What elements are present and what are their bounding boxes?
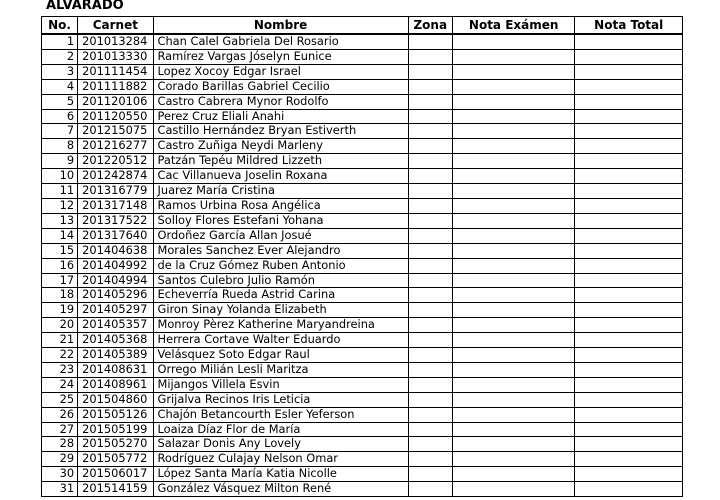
row-number: 7 bbox=[42, 124, 78, 139]
row-nombre: Castro Zuñiga Neydi Marleny bbox=[153, 139, 408, 154]
row-zona bbox=[408, 452, 452, 467]
row-nombre: Ordoñez García Allan Josué bbox=[153, 228, 408, 243]
row-nota-examen bbox=[452, 64, 575, 79]
table-row bbox=[42, 79, 683, 94]
row-carnet: 201405297 bbox=[78, 303, 153, 318]
table-row bbox=[42, 452, 683, 467]
row-nota-total bbox=[575, 213, 683, 228]
row-nombre: Grijalva Recinos Iris Leticia bbox=[153, 392, 408, 407]
row-number: 2 bbox=[42, 49, 78, 64]
row-number: 21 bbox=[42, 333, 78, 348]
row-carnet: 201404994 bbox=[78, 273, 153, 288]
row-carnet: 201317522 bbox=[78, 213, 153, 228]
row-nota-examen bbox=[452, 482, 575, 497]
row-nombre: Corado Barillas Gabriel Cecilio bbox=[153, 79, 408, 94]
header-no: No. bbox=[42, 17, 78, 35]
row-nombre: Herrera Cortave Walter Eduardo bbox=[153, 333, 408, 348]
row-number: 29 bbox=[42, 452, 78, 467]
header-carnet: Carnet bbox=[78, 17, 153, 35]
row-nombre: Mijangos Villela Esvin bbox=[153, 377, 408, 392]
row-number: 26 bbox=[42, 407, 78, 422]
row-nota-total bbox=[575, 169, 683, 184]
row-nota-examen bbox=[452, 318, 575, 333]
row-nota-total bbox=[575, 184, 683, 199]
row-nombre: Monroy Pèrez Katherine Maryandreina bbox=[153, 318, 408, 333]
row-nota-examen bbox=[452, 288, 575, 303]
row-nota-examen bbox=[452, 154, 575, 169]
row-carnet: 201242874 bbox=[78, 169, 153, 184]
row-nota-total bbox=[575, 348, 683, 363]
row-carnet: 201013284 bbox=[78, 34, 153, 49]
row-nota-total bbox=[575, 139, 683, 154]
row-nombre: Chan Calel Gabriela Del Rosario bbox=[153, 34, 408, 49]
row-number: 28 bbox=[42, 437, 78, 452]
table-row bbox=[42, 169, 683, 184]
row-zona bbox=[408, 437, 452, 452]
row-nombre: Echeverría Rueda Astrid Carina bbox=[153, 288, 408, 303]
row-number: 22 bbox=[42, 348, 78, 363]
row-zona bbox=[408, 288, 452, 303]
table-row bbox=[42, 243, 683, 258]
row-carnet: 201111882 bbox=[78, 79, 153, 94]
row-zona bbox=[408, 169, 452, 184]
row-number: 15 bbox=[42, 243, 78, 258]
row-nota-total bbox=[575, 422, 683, 437]
row-number: 16 bbox=[42, 258, 78, 273]
table-row bbox=[42, 377, 683, 392]
row-carnet: 201404992 bbox=[78, 258, 153, 273]
row-number: 24 bbox=[42, 377, 78, 392]
row-nota-examen bbox=[452, 139, 575, 154]
row-nombre: Castillo Hernández Bryan Estiverth bbox=[153, 124, 408, 139]
row-nota-total bbox=[575, 437, 683, 452]
row-nombre: Santos Culebro Julio Ramón bbox=[153, 273, 408, 288]
row-nota-total bbox=[575, 258, 683, 273]
row-zona bbox=[408, 467, 452, 482]
row-number: 8 bbox=[42, 139, 78, 154]
row-zona bbox=[408, 34, 452, 49]
row-number: 20 bbox=[42, 318, 78, 333]
header-nombre: Nombre bbox=[153, 17, 408, 35]
row-carnet: 201505772 bbox=[78, 452, 153, 467]
table-row bbox=[42, 228, 683, 243]
row-zona bbox=[408, 184, 452, 199]
row-nota-examen bbox=[452, 198, 575, 213]
row-nota-examen bbox=[452, 109, 575, 124]
row-nota-total bbox=[575, 154, 683, 169]
row-nota-examen bbox=[452, 94, 575, 109]
row-number: 27 bbox=[42, 422, 78, 437]
row-nombre: Solloy Flores Estefani Yohana bbox=[153, 213, 408, 228]
row-nota-examen bbox=[452, 34, 575, 49]
row-zona bbox=[408, 482, 452, 497]
row-carnet: 201111454 bbox=[78, 64, 153, 79]
table-body bbox=[42, 34, 683, 497]
row-carnet: 201120550 bbox=[78, 109, 153, 124]
row-number: 23 bbox=[42, 362, 78, 377]
row-nota-examen bbox=[452, 333, 575, 348]
row-nota-examen bbox=[452, 348, 575, 363]
row-nota-total bbox=[575, 273, 683, 288]
row-number: 6 bbox=[42, 109, 78, 124]
row-nota-total bbox=[575, 109, 683, 124]
row-nombre: Lopez Xocoy Edgar Israel bbox=[153, 64, 408, 79]
table-row bbox=[42, 273, 683, 288]
row-nombre: Morales Sanchez Ever Alejandro bbox=[153, 243, 408, 258]
row-nombre: Juarez María Cristina bbox=[153, 184, 408, 199]
row-nota-examen bbox=[452, 362, 575, 377]
row-carnet: 201408631 bbox=[78, 362, 153, 377]
row-number: 9 bbox=[42, 154, 78, 169]
table-row bbox=[42, 34, 683, 49]
row-carnet: 201317148 bbox=[78, 198, 153, 213]
row-nota-examen bbox=[452, 467, 575, 482]
row-nombre: López Santa María Katia Nicolle bbox=[153, 467, 408, 482]
row-nota-examen bbox=[452, 49, 575, 64]
row-nombre: Patzán Tepéu Mildred Lizzeth bbox=[153, 154, 408, 169]
row-nombre: Orrego Milián Lesli Maritza bbox=[153, 362, 408, 377]
header-row bbox=[42, 17, 683, 35]
table-row bbox=[42, 407, 683, 422]
row-nota-examen bbox=[452, 184, 575, 199]
row-nota-total bbox=[575, 392, 683, 407]
row-number: 14 bbox=[42, 228, 78, 243]
row-number: 30 bbox=[42, 467, 78, 482]
row-number: 17 bbox=[42, 273, 78, 288]
table-row bbox=[42, 318, 683, 333]
row-nota-total bbox=[575, 303, 683, 318]
table-row bbox=[42, 184, 683, 199]
row-zona bbox=[408, 392, 452, 407]
row-zona bbox=[408, 64, 452, 79]
row-zona bbox=[408, 79, 452, 94]
row-number: 10 bbox=[42, 169, 78, 184]
row-nota-examen bbox=[452, 79, 575, 94]
row-nombre: Perez Cruz Eliali Anahi bbox=[153, 109, 408, 124]
row-nota-total bbox=[575, 362, 683, 377]
row-nombre: Loaiza Díaz Flor de María bbox=[153, 422, 408, 437]
table-row bbox=[42, 467, 683, 482]
row-nota-total bbox=[575, 452, 683, 467]
row-carnet: 201505270 bbox=[78, 437, 153, 452]
row-nota-examen bbox=[452, 169, 575, 184]
row-zona bbox=[408, 154, 452, 169]
row-nota-total bbox=[575, 198, 683, 213]
row-carnet: 201405296 bbox=[78, 288, 153, 303]
row-zona bbox=[408, 362, 452, 377]
row-nota-examen bbox=[452, 422, 575, 437]
row-nombre: de la Cruz Gómez Ruben Antonio bbox=[153, 258, 408, 273]
row-number: 4 bbox=[42, 79, 78, 94]
row-zona bbox=[408, 407, 452, 422]
row-nombre: Cac Villanueva Joselin Roxana bbox=[153, 169, 408, 184]
row-zona bbox=[408, 333, 452, 348]
row-nombre: Giron Sinay Yolanda Elizabeth bbox=[153, 303, 408, 318]
table-row bbox=[42, 139, 683, 154]
row-number: 18 bbox=[42, 288, 78, 303]
row-nota-examen bbox=[452, 243, 575, 258]
row-nota-total bbox=[575, 79, 683, 94]
row-carnet: 201405357 bbox=[78, 318, 153, 333]
row-carnet: 201317640 bbox=[78, 228, 153, 243]
table-row bbox=[42, 64, 683, 79]
row-nota-examen bbox=[452, 273, 575, 288]
row-nota-total bbox=[575, 482, 683, 497]
table-row bbox=[42, 333, 683, 348]
row-nombre: Velásquez Soto Edgar Raul bbox=[153, 348, 408, 363]
table-row bbox=[42, 124, 683, 139]
row-nombre: Chajón Betancourth Esler Yeferson bbox=[153, 407, 408, 422]
row-carnet: 201215075 bbox=[78, 124, 153, 139]
row-zona bbox=[408, 94, 452, 109]
grades-table bbox=[41, 16, 683, 497]
row-nota-total bbox=[575, 333, 683, 348]
table-row bbox=[42, 392, 683, 407]
row-number: 1 bbox=[42, 34, 78, 49]
row-carnet: 201404638 bbox=[78, 243, 153, 258]
row-number: 19 bbox=[42, 303, 78, 318]
header-nota-total: Nota Total bbox=[575, 17, 683, 35]
row-nota-total bbox=[575, 124, 683, 139]
row-nota-examen bbox=[452, 258, 575, 273]
row-nombre: Ramos Urbina Rosa Angélica bbox=[153, 198, 408, 213]
section-title: ALVARADO bbox=[46, 0, 124, 13]
row-zona bbox=[408, 273, 452, 288]
row-zona bbox=[408, 49, 452, 64]
row-nota-examen bbox=[452, 124, 575, 139]
row-carnet: 201120106 bbox=[78, 94, 153, 109]
row-zona bbox=[408, 124, 452, 139]
table-row bbox=[42, 362, 683, 377]
table-row bbox=[42, 109, 683, 124]
row-nota-total bbox=[575, 64, 683, 79]
row-nota-total bbox=[575, 467, 683, 482]
row-number: 31 bbox=[42, 482, 78, 497]
row-carnet: 201316779 bbox=[78, 184, 153, 199]
row-zona bbox=[408, 109, 452, 124]
row-nota-total bbox=[575, 243, 683, 258]
row-number: 25 bbox=[42, 392, 78, 407]
row-nota-examen bbox=[452, 213, 575, 228]
row-nota-examen bbox=[452, 303, 575, 318]
row-nombre: Rodríguez Culajay Nelson Omar bbox=[153, 452, 408, 467]
row-zona bbox=[408, 348, 452, 363]
table-row bbox=[42, 258, 683, 273]
table-row bbox=[42, 94, 683, 109]
row-zona bbox=[408, 377, 452, 392]
row-carnet: 201505199 bbox=[78, 422, 153, 437]
row-carnet: 201405368 bbox=[78, 333, 153, 348]
table-row bbox=[42, 422, 683, 437]
row-zona bbox=[408, 318, 452, 333]
row-nota-examen bbox=[452, 437, 575, 452]
row-nombre: Castro Cabrera Mynor Rodolfo bbox=[153, 94, 408, 109]
row-nota-examen bbox=[452, 377, 575, 392]
row-nota-examen bbox=[452, 228, 575, 243]
row-nota-total bbox=[575, 34, 683, 49]
row-zona bbox=[408, 213, 452, 228]
row-carnet: 201013330 bbox=[78, 49, 153, 64]
table-row bbox=[42, 437, 683, 452]
row-carnet: 201505126 bbox=[78, 407, 153, 422]
row-zona bbox=[408, 422, 452, 437]
row-zona bbox=[408, 243, 452, 258]
table-row bbox=[42, 482, 683, 497]
row-nota-examen bbox=[452, 452, 575, 467]
row-zona bbox=[408, 303, 452, 318]
row-zona bbox=[408, 198, 452, 213]
row-nota-total bbox=[575, 407, 683, 422]
table-row bbox=[42, 154, 683, 169]
row-number: 11 bbox=[42, 184, 78, 199]
row-nota-total bbox=[575, 318, 683, 333]
table-row bbox=[42, 198, 683, 213]
row-carnet: 201514159 bbox=[78, 482, 153, 497]
row-nota-total bbox=[575, 377, 683, 392]
header-zona: Zona bbox=[408, 17, 452, 35]
row-nombre: Salazar Donis Any Lovely bbox=[153, 437, 408, 452]
row-zona bbox=[408, 228, 452, 243]
row-nombre: Ramírez Vargas Jóselyn Eunice bbox=[153, 49, 408, 64]
row-nota-examen bbox=[452, 392, 575, 407]
row-number: 12 bbox=[42, 198, 78, 213]
row-carnet: 201506017 bbox=[78, 467, 153, 482]
row-carnet: 201405389 bbox=[78, 348, 153, 363]
row-carnet: 201408961 bbox=[78, 377, 153, 392]
row-nota-total bbox=[575, 49, 683, 64]
table-row bbox=[42, 288, 683, 303]
row-zona bbox=[408, 139, 452, 154]
row-zona bbox=[408, 258, 452, 273]
row-carnet: 201504860 bbox=[78, 392, 153, 407]
row-nota-total bbox=[575, 228, 683, 243]
table-row bbox=[42, 49, 683, 64]
table-row bbox=[42, 213, 683, 228]
row-nombre: González Vásquez Milton René bbox=[153, 482, 408, 497]
header-nota-examen: Nota Exámen bbox=[452, 17, 575, 35]
row-nota-examen bbox=[452, 407, 575, 422]
row-nota-total bbox=[575, 288, 683, 303]
row-carnet: 201220512 bbox=[78, 154, 153, 169]
row-number: 13 bbox=[42, 213, 78, 228]
table-row bbox=[42, 303, 683, 318]
row-carnet: 201216277 bbox=[78, 139, 153, 154]
table-row bbox=[42, 348, 683, 363]
row-number: 5 bbox=[42, 94, 78, 109]
row-nota-total bbox=[575, 94, 683, 109]
row-number: 3 bbox=[42, 64, 78, 79]
